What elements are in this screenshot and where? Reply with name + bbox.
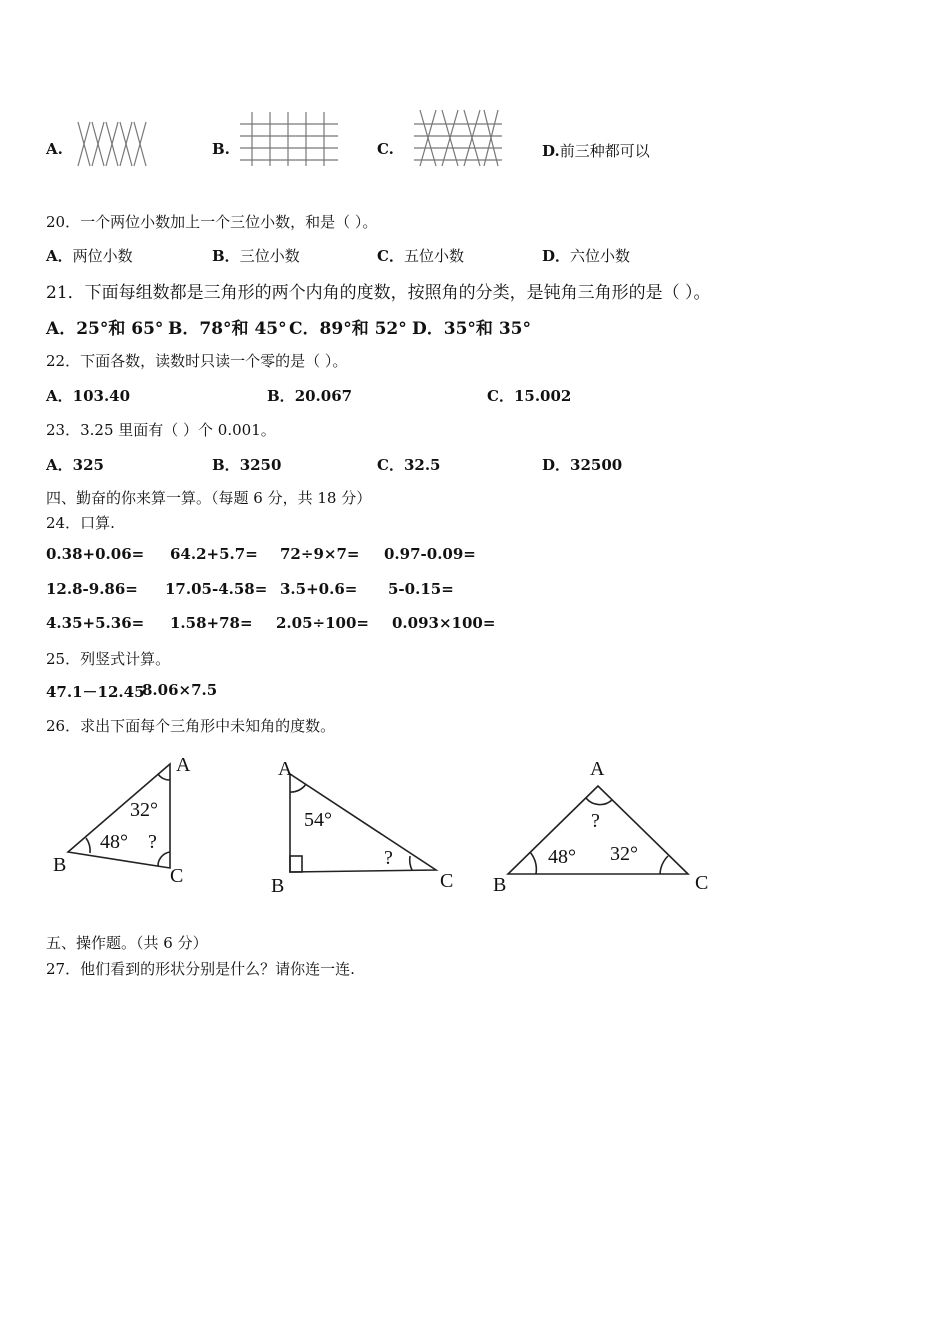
q24-item: 1.58+78= [170, 614, 253, 632]
q19-option-b-label: B. [212, 140, 230, 158]
q26-t1-vertex-c: C [170, 865, 184, 887]
q23-option-b[interactable]: B．3250 [212, 456, 282, 474]
q19-figure-b-grid-lines [240, 110, 340, 168]
q24-item: 17.05-4.58= [165, 580, 268, 598]
q24-stem: 24．口算. [46, 514, 115, 532]
q20-option-d[interactable]: D．六位小数 [542, 247, 631, 265]
q25-stem: 25．列竖式计算。 [46, 650, 171, 668]
q20-option-c[interactable]: C．五位小数 [377, 247, 464, 265]
q21-option-d[interactable]: D．35°和 35° [412, 319, 531, 339]
q26-t3-vertex-a: A [590, 758, 605, 780]
q23-option-a[interactable]: A．325 [46, 456, 104, 474]
q24-item: 12.8-9.86= [46, 580, 138, 598]
q26-t1-angle-b: 48° [100, 831, 128, 853]
q19-option-d-text: 前三种都可以 [559, 142, 650, 160]
q19-option-a-label: A. [46, 140, 63, 158]
q20-option-a[interactable]: A．两位小数 [46, 247, 133, 265]
q26-t1-vertex-a: A [176, 754, 191, 776]
q26-triangle-3 [490, 752, 720, 902]
q27-stem: 27．他们看到的形状分别是什么？请你连一连. [46, 960, 355, 978]
q19-option-c-label: C. [377, 140, 394, 158]
q21-stem: 21．下面每组数都是三角形的两个内角的度数，按照角的分类，是钝角三角形的是（ ）。 [46, 283, 711, 303]
q26-stem: 26．求出下面每个三角形中未知角的度数。 [46, 717, 336, 735]
q26-t1-angle-a: 32° [130, 799, 158, 821]
q25-item: 8.06×7.5 [142, 681, 218, 699]
q23-stem: 23．3.25 里面有（ ）个 0.001。 [46, 421, 276, 439]
q26-t3-vertex-b: B [493, 874, 507, 896]
q26-t3-angle-a: ? [591, 810, 600, 832]
q26-t3-angle-c: 32° [610, 843, 638, 865]
q21-option-b[interactable]: B．78°和 45° [168, 319, 287, 339]
q23-option-d[interactable]: D．32500 [542, 456, 623, 474]
q24-item: 64.2+5.7= [170, 545, 258, 563]
q21-option-a[interactable]: A．25°和 65° [46, 319, 164, 339]
q19-figure-c-mixed-lines [414, 108, 504, 168]
q24-item: 0.97-0.09= [384, 545, 476, 563]
q26-t3-vertex-c: C [695, 872, 709, 894]
q24-item: 0.093×100= [392, 614, 496, 632]
q22-option-a[interactable]: A．103.40 [46, 387, 131, 405]
q24-item: 72÷9×7= [280, 545, 360, 563]
q26-triangle-2 [268, 752, 468, 902]
q23-option-c[interactable]: C．32.5 [377, 456, 441, 474]
q19-option-d[interactable] [542, 140, 650, 161]
q22-option-b[interactable]: B．20.067 [267, 387, 353, 405]
q24-item: 4.35+5.36= [46, 614, 145, 632]
q24-item: 0.38+0.06= [46, 545, 145, 563]
q26-t1-angle-c: ? [148, 831, 157, 853]
q26-t2-angle-a: 54° [304, 809, 332, 831]
q19-option-d-label: D. [542, 142, 560, 160]
q21-option-c[interactable]: C．89°和 52° [289, 319, 407, 339]
q20-option-b[interactable]: B．三位小数 [212, 247, 300, 265]
section-4-title: 四、勤奋的你来算一算。（每题 6 分，共 18 分） [46, 489, 372, 507]
section-5-title: 五、操作题。（共 6 分） [46, 934, 208, 952]
q24-item: 2.05÷100= [276, 614, 369, 632]
q26-t3-angle-b: 48° [548, 846, 576, 868]
q19-figure-a-crossed-lines [76, 120, 150, 168]
q26-t2-angle-c: ? [384, 847, 393, 869]
q26-t1-vertex-b: B [53, 854, 67, 876]
q24-item: 3.5+0.6= [280, 580, 358, 598]
q26-t2-vertex-b: B [271, 875, 285, 897]
q25-item: 47.1－12.45 [46, 683, 145, 701]
q22-option-c[interactable]: C．15.002 [487, 387, 572, 405]
q26-t2-vertex-a: A [278, 758, 293, 780]
q26-t2-vertex-c: C [440, 870, 454, 892]
q20-stem: 20．一个两位小数加上一个三位小数，和是（ ）。 [46, 213, 378, 231]
q22-stem: 22．下面各数，读数时只读一个零的是（ ）。 [46, 352, 348, 370]
q26-triangle-1 [50, 750, 210, 890]
q24-item: 5-0.15= [388, 580, 454, 598]
